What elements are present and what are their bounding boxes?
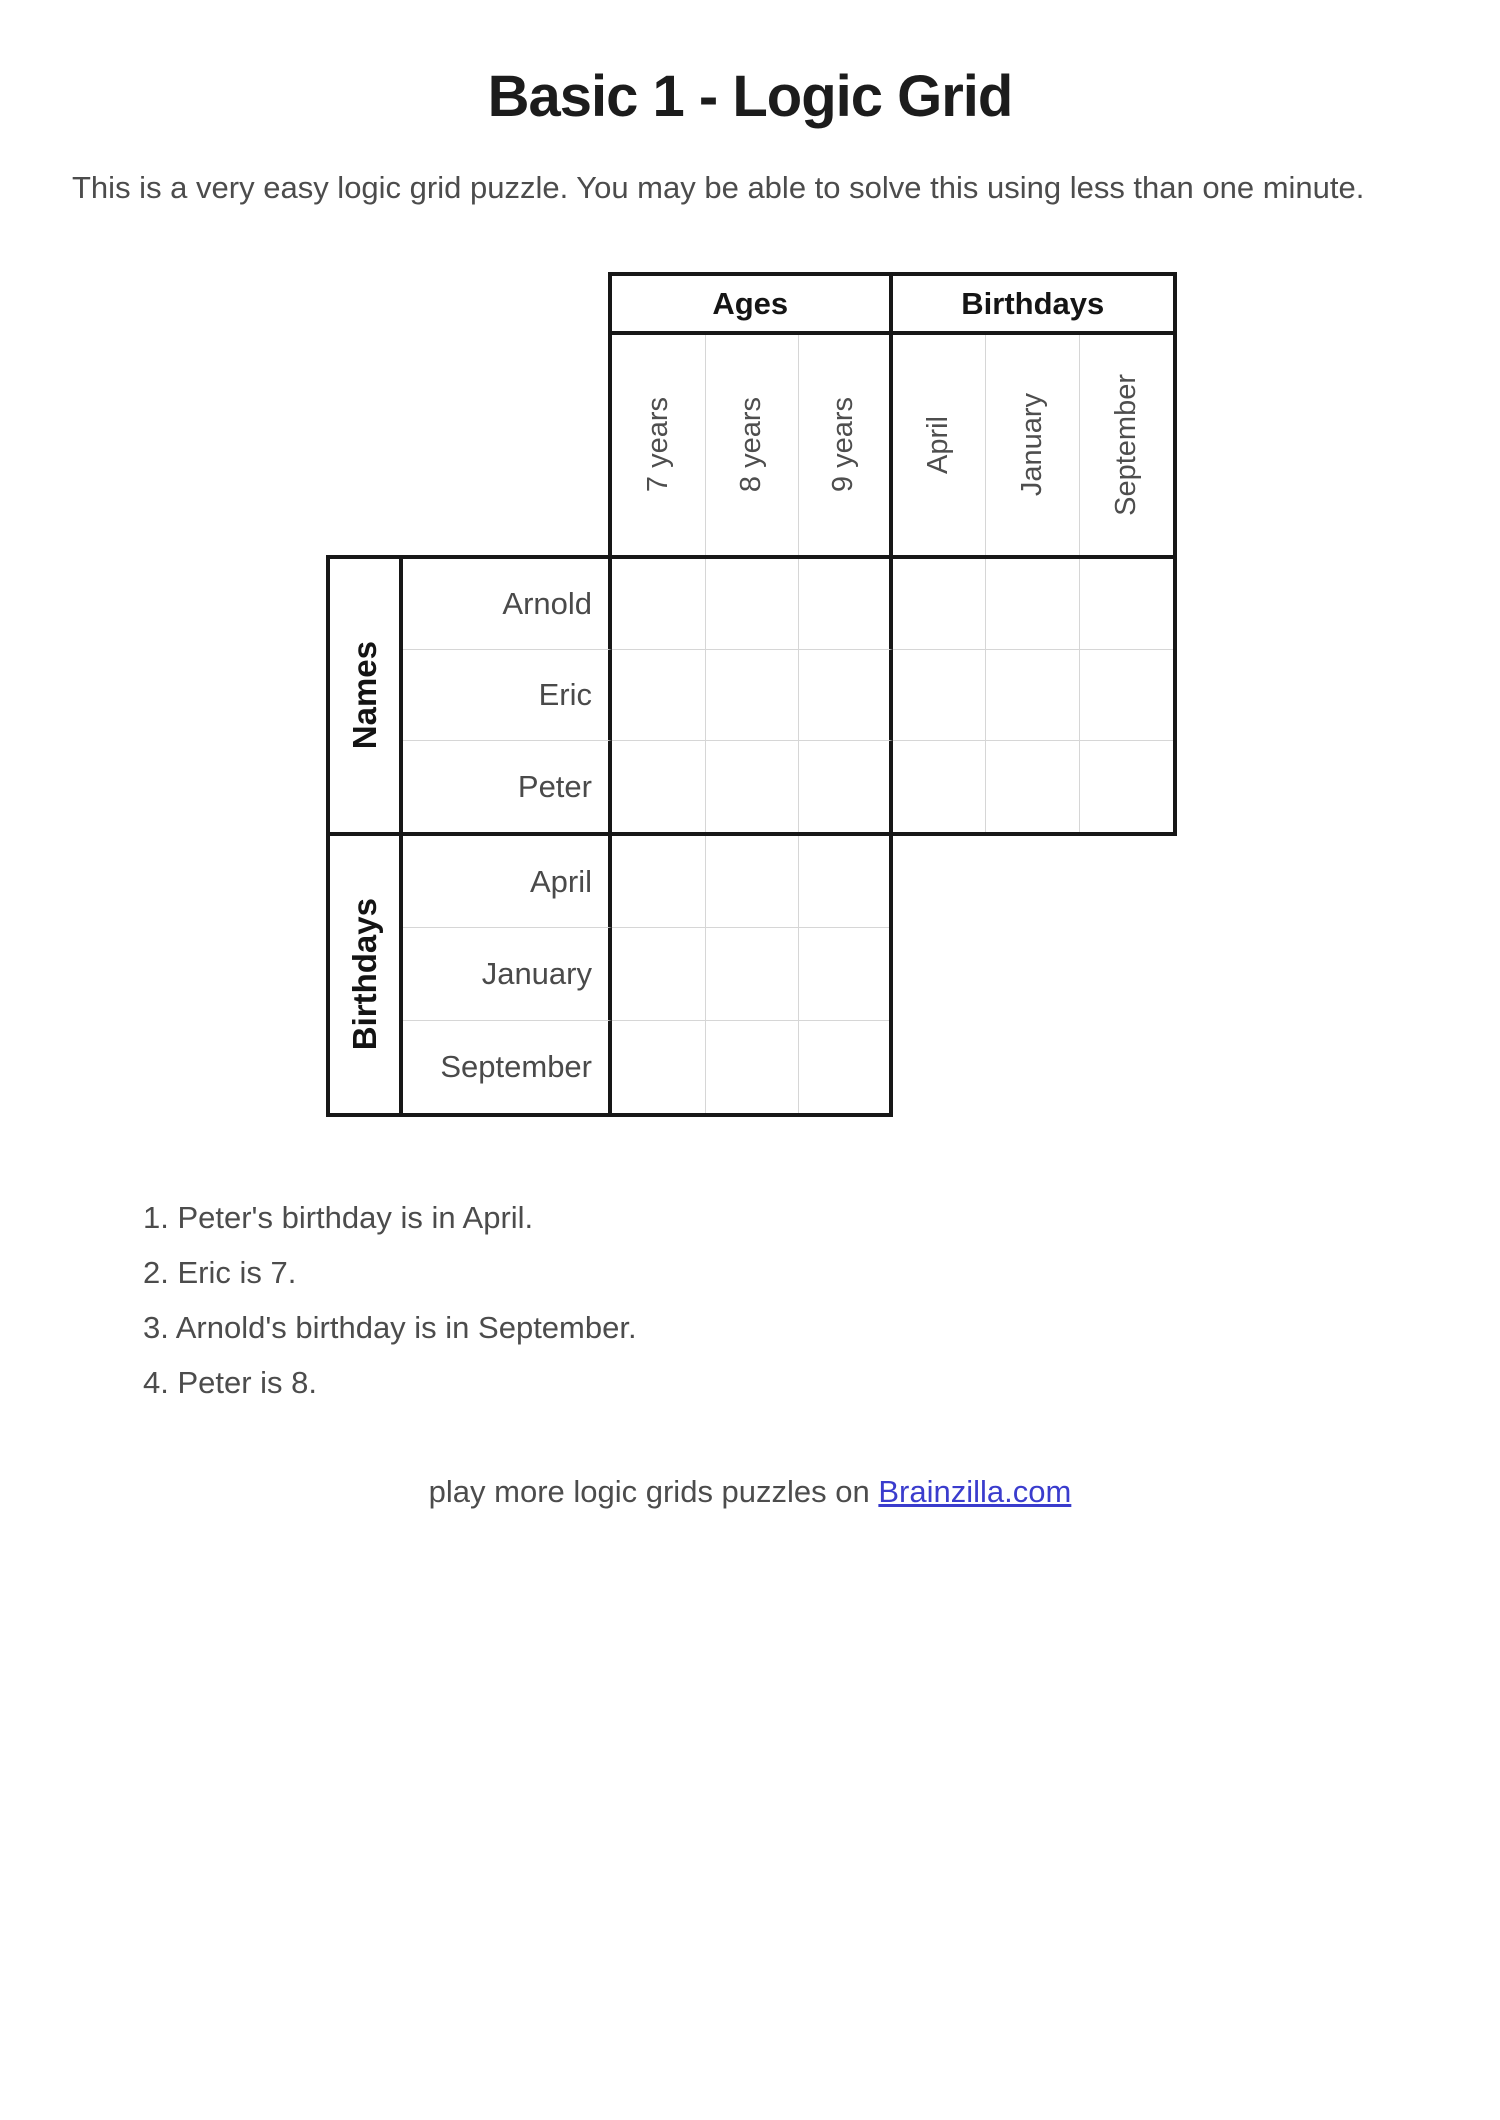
grid-cell[interactable] — [1080, 741, 1174, 832]
grid-cell[interactable] — [706, 836, 800, 928]
page-subtitle: This is a very easy logic grid puzzle. You may be able to solve this using less than one minute. — [72, 170, 1365, 205]
grid-cell[interactable] — [706, 650, 800, 741]
row-label-september: September — [403, 1021, 612, 1113]
row-label-arnold: Arnold — [403, 559, 612, 650]
column-label-text: 7 years — [641, 397, 674, 493]
grid-cell[interactable] — [799, 836, 889, 928]
column-label-text: September — [1109, 374, 1142, 516]
row-label-january: January — [403, 928, 612, 1020]
grid-cell[interactable] — [799, 741, 893, 832]
clue-item-2: 2. Eric is 7. — [143, 1255, 297, 1290]
grid-cell[interactable] — [893, 650, 987, 741]
grid-cell[interactable] — [986, 741, 1080, 832]
row-label-peter: Peter — [403, 741, 612, 832]
ages-group-label: Ages — [612, 276, 893, 331]
grid-cell[interactable] — [986, 650, 1080, 741]
clue-item-3: 3. Arnold's birthday is in September. — [143, 1310, 637, 1345]
grid-cell[interactable] — [1080, 650, 1174, 741]
clue-item-4: 4. Peter is 8. — [143, 1365, 318, 1400]
row-group-label-text: Names — [345, 641, 383, 750]
grid-cell[interactable] — [893, 559, 987, 650]
clue-item-1: 1. Peter's birthday is in April. — [143, 1200, 534, 1235]
grid-cell[interactable] — [612, 836, 706, 928]
page-title: Basic 1 - Logic Grid — [487, 64, 1013, 129]
column-label-9-years — [799, 335, 893, 555]
column-label-january — [986, 335, 1080, 555]
column-label-september — [1080, 335, 1174, 555]
footer — [0, 1476, 1500, 1508]
column-label-text: 9 years — [827, 397, 860, 493]
grid-cell[interactable] — [612, 559, 706, 650]
footer-text: play more logic grids puzzles on — [428, 1474, 879, 1509]
column-labels-row — [608, 335, 1177, 555]
column-label-text: January — [1015, 393, 1048, 497]
grid-cell[interactable] — [612, 1021, 706, 1113]
grid-cell[interactable] — [706, 928, 800, 1020]
grid-cell[interactable] — [799, 928, 889, 1020]
birthdays-group-label: Birthdays — [961, 285, 1105, 321]
grid-cell[interactable] — [706, 741, 800, 832]
grid-cell[interactable] — [986, 559, 1080, 650]
grid-cell[interactable] — [612, 650, 706, 741]
brainzilla-link[interactable]: Brainzilla.com — [878, 1474, 1072, 1509]
grid-cell[interactable] — [893, 741, 987, 832]
row-label-eric: Eric — [403, 650, 612, 741]
birthdays-section — [326, 836, 893, 1117]
column-label-7-years — [612, 335, 706, 555]
grid-cell[interactable] — [799, 650, 893, 741]
column-label-8-years — [706, 335, 800, 555]
grid-cell[interactable] — [612, 741, 706, 832]
names-row-group-label — [330, 559, 403, 832]
grid-cell[interactable] — [799, 1021, 889, 1113]
grid-cell[interactable] — [706, 559, 800, 650]
column-label-text: April — [922, 415, 955, 474]
birthdays-row-group-label — [330, 836, 403, 1113]
clues-list — [143, 1190, 637, 1410]
names-section — [326, 555, 1177, 836]
row-label-april: April — [403, 836, 612, 928]
column-label-text: 8 years — [735, 397, 768, 493]
grid-cell[interactable] — [612, 928, 706, 1020]
grid-cell[interactable] — [1080, 559, 1174, 650]
row-group-label-text: Birthdays — [345, 898, 383, 1051]
logic-grid — [326, 272, 1177, 1117]
column-label-april — [893, 335, 987, 555]
grid-cell[interactable] — [799, 559, 893, 650]
column-group-header — [608, 272, 1177, 335]
grid-cell[interactable] — [706, 1021, 800, 1113]
